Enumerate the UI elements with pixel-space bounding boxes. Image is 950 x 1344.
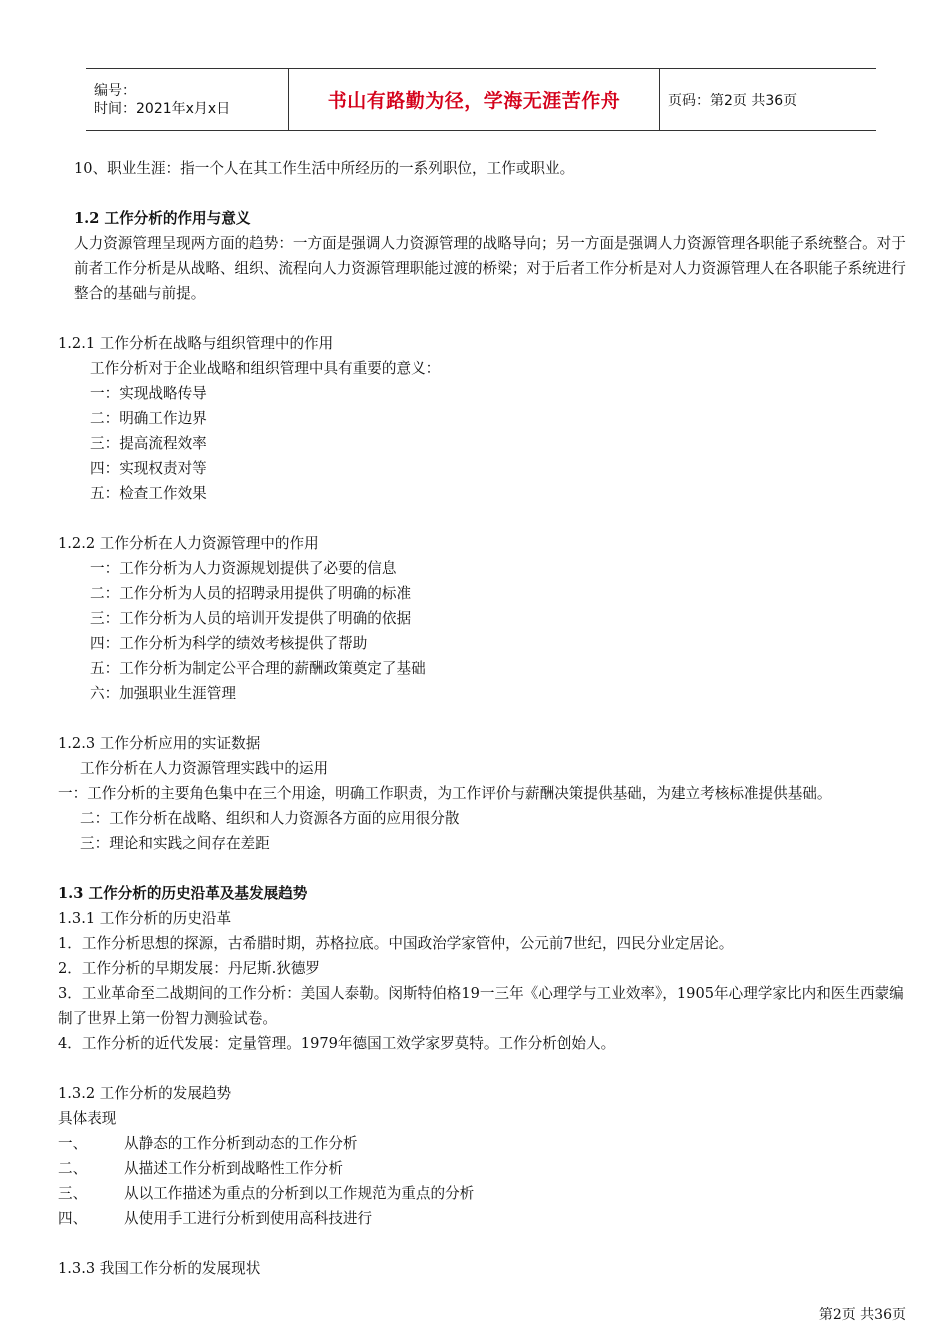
list-item: 四、 从使用手工进行分析到使用高科技进行 bbox=[58, 1210, 373, 1227]
subsection-heading: 1.3.1 工作分析的历史沿革 bbox=[58, 910, 232, 927]
list-item: 二：工作分析为人员的招聘录用提供了明确的标准 bbox=[90, 585, 412, 602]
list-item: 一：工作分析为人力资源规划提供了必要的信息 bbox=[90, 560, 397, 577]
header-page-info: 页码：第2页 共36页 bbox=[668, 92, 798, 109]
section-heading: 1.3 工作分析的历史沿革及基发展趋势 bbox=[58, 885, 308, 902]
list-item: 二：工作分析在战略、组织和人力资源各方面的应用很分散 bbox=[80, 810, 460, 827]
list-item: 六：加强职业生涯管理 bbox=[90, 685, 236, 702]
subsection-heading: 1.2.3 工作分析应用的实证数据 bbox=[58, 735, 261, 752]
list-item: 二：明确工作边界 bbox=[90, 410, 207, 427]
list-item: 三：理论和实践之间存在差距 bbox=[80, 835, 270, 852]
page-footer: 第2页 共36页 bbox=[818, 1307, 906, 1323]
header-motto: 书山有路勤为径，学海无涯苦作舟 bbox=[327, 90, 621, 112]
list-item: 3．工业革命至二战期间的工作分析：美国人泰勒。闵斯特伯格19一三年《心理学与工业效率》，1905年心理学家比内和医生西蒙编制了世界上第一份智力测验试卷。 bbox=[58, 985, 904, 1027]
list-item: 五：检查工作效果 bbox=[90, 485, 207, 502]
header-meta bbox=[86, 69, 288, 130]
header-motto-cell bbox=[288, 69, 660, 130]
list-item: 2．工作分析的早期发展：丹尼斯.狄德罗 bbox=[58, 960, 321, 977]
time-label: 时间：2021年x月x日 bbox=[94, 100, 231, 117]
subsection-heading: 1.2.1 工作分析在战略与组织管理中的作用 bbox=[58, 335, 334, 352]
list-item: 三：提高流程效率 bbox=[90, 435, 207, 452]
paragraph: 工作分析对于企业战略和组织管理中具有重要的意义： bbox=[90, 360, 441, 377]
section-heading: 1.2 工作分析的作用与意义 bbox=[74, 210, 251, 227]
list-item: 五：工作分析为制定公平合理的薪酬政策奠定了基础 bbox=[90, 660, 426, 677]
list-item: 三、 从以工作描述为重点的分析到以工作规范为重点的分析 bbox=[58, 1185, 475, 1202]
subsection-heading: 1.2.2 工作分析在人力资源管理中的作用 bbox=[58, 535, 319, 552]
list-item: 二、 从描述工作分析到战略性工作分析 bbox=[58, 1160, 343, 1177]
paragraph: 人力资源管理呈现两方面的趋势：一方面是强调人力资源管理的战略导向；另一方面是强调人力资源管理各职能子系统整合。对于前者工作分析是从战略、组织、流程向人力资源管理职能过渡的桥梁；对于后者工作分析是对人力资源管理人在各职能子系统进行整合的基础与前提。 bbox=[74, 235, 906, 302]
list-item: 四：实现权责对等 bbox=[90, 460, 207, 477]
subsection-heading: 1.3.2 工作分析的发展趋势 bbox=[58, 1085, 232, 1102]
list-item: 4．工作分析的近代发展：定量管理。1979年德国工效学家罗莫特。工作分析创始人。 bbox=[58, 1035, 616, 1052]
paragraph: 10、职业生涯：指一个人在其工作生活中所经历的一系列职位，工作或职业。 bbox=[74, 160, 575, 177]
list-item: 1．工作分析思想的探源，古希腊时期，苏格拉底。中国政治学家管仲，公元前7世纪，四民分业定居论。 bbox=[58, 935, 734, 952]
paragraph: 工作分析在人力资源管理实践中的运用 bbox=[80, 760, 329, 777]
list-item: 一、 从静态的工作分析到动态的工作分析 bbox=[58, 1135, 358, 1152]
list-item: 四：工作分析为科学的绩效考核提供了帮助 bbox=[90, 635, 368, 652]
list-item: 一：实现战略传导 bbox=[90, 385, 207, 402]
code-label: 编号： bbox=[94, 82, 136, 99]
page-header bbox=[86, 68, 876, 131]
paragraph: 具体表现 bbox=[58, 1110, 117, 1127]
document-body bbox=[58, 156, 906, 1281]
paragraph: 一：工作分析的主要角色集中在三个用途，明确工作职责，为工作评价与薪酬决策提供基础，为建立考核标准提供基础。 bbox=[58, 785, 832, 802]
list-item: 三：工作分析为人员的培训开发提供了明确的依据 bbox=[90, 610, 412, 627]
subsection-heading: 1.3.3 我国工作分析的发展现状 bbox=[58, 1260, 261, 1277]
